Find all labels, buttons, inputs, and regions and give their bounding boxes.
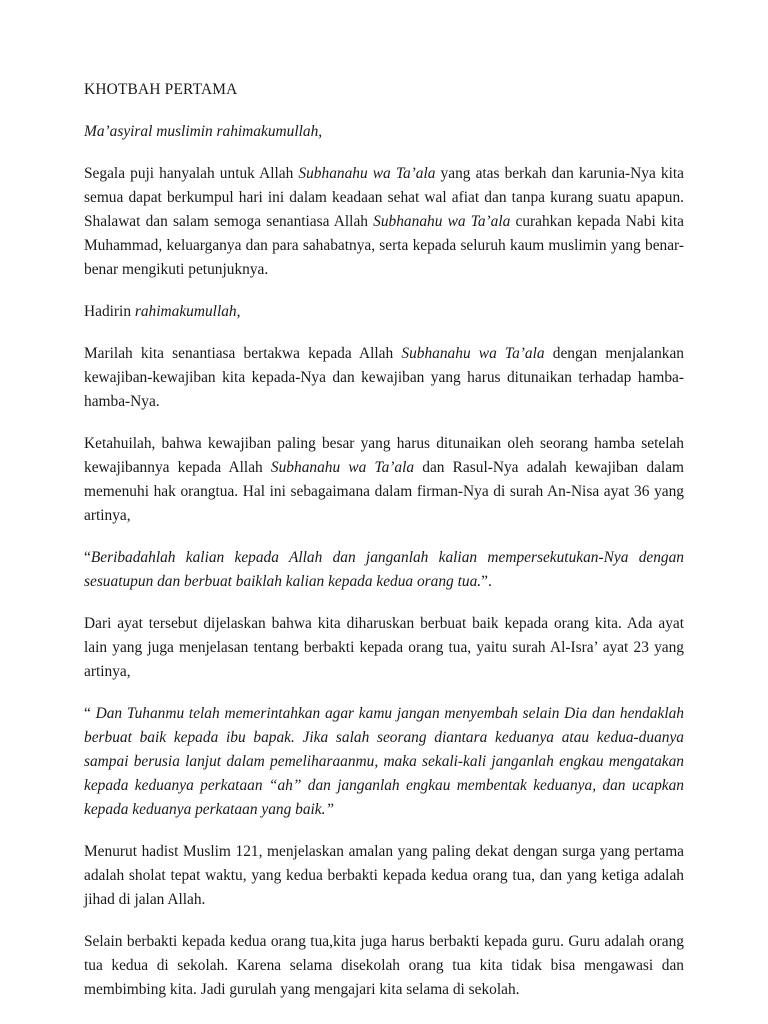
quote-an-nisa-close: ”. [481,573,492,590]
paragraph-hadirin-part-b: rahimakumullah, [134,303,241,320]
quote-an-nisa-text: Beribadahlah kalian kepada Allah dan janganlah kalian mempersekutukan-Nya dengan sesuatupun dan berbuat baiklah kalian kepada kedua orang tua. [84,549,684,590]
document-title: KHOTBAH PERTAMA [84,81,238,98]
paragraph-hadirin [84,300,684,324]
paragraph-guru: Selain berbakti kepada kedua orang tua,kita juga harus berbakti kepada guru. Guru adalah orang tua kedua di sekolah. Karena selama disekolah orang tua kita tidak bisa mengawasi dan membimbing kita. Jadi gurulah yang mengajari kita selama di sekolah. [84,933,684,998]
paragraph-kewajiban-part-a: Ketahuilah, bahwa kewajiban paling besar yang harus ditunaikan oleh seorang hamba setelah kewajibannya kepada Allah [84,435,684,476]
paragraph-opening-part-b: Subhanahu wa Ta’ala [298,165,436,182]
quote-al-isra [84,702,684,822]
paragraph-kewajiban-part-b: Subhanahu wa Ta’ala [270,459,415,476]
paragraph-takwa [84,342,684,414]
paragraph-kewajiban [84,432,684,528]
salutation [84,120,684,144]
paragraph-kewajiban-part-c: dan Rasul-Nya adalah kewajiban dalam memenuhi hak orangtua. Hal ini sebagaimana dalam firman-Nya di surah An-Nisa ayat 36 yang artinya, [84,459,685,524]
paragraph-opening-part-e: curahkan kepada Nabi kita Muhammad, keluarganya dan para sahabatnya, serta kepada seluruh kaum muslimin yang benar-benar mengikuti petunjuknya. [84,213,684,278]
paragraph-hadist: Menurut hadist Muslim 121, menjelaskan amalan yang paling dekat dengan surga yang pertama adalah sholat tepat waktu, yang kedua berbakti kepada kedua orang tua, dan yang ketiga adalah jihad di jalan Allah. [84,843,684,908]
paragraph-opening [84,162,684,282]
document-page [84,78,684,1020]
quote-an-nisa-open: “ [84,549,91,566]
quote-al-isra-text: Dan Tuhanmu telah memerintahkan agar kamu jangan menyembah selain Dia dan hendaklah berbuat baik kepada ibu bapak. Jika salah seorang diantara keduanya atau kedua-duanya sampai berusia lanjut dalam pemeliharaanmu, maka sekali-kali janganlah engkau mengatakan kepada keduanya perkataan “ah” dan janganlah engkau membentak keduanya, dan ucapkan kepada keduanya perkataan yang baik.” [84,705,684,818]
paragraph-hadirin-part-a: Hadirin [84,303,135,320]
salutation-text: Ma’asyiral muslimin rahimakumullah, [84,123,323,140]
paragraph-opening-part-c: yang atas berkah dan karunia-Nya kita semua dapat berkumpul hari ini dalam keadaan sehat wal afiat dan tanpa kurang suatu apapun. Shalawat dan salam semoga senantiasa Allah [84,165,684,230]
quote-al-isra-open: “ [84,705,91,722]
paragraph-takwa-part-c: dengan menjalankan kewajiban-kewajiban kita kepada-Nya dan kewajiban yang harus ditunaikan terhadap hamba-hamba-Nya. [84,345,684,410]
paragraph-takwa-part-b: Subhanahu wa Ta’ala [401,345,545,362]
paragraph-takwa-part-a: Marilah kita senantiasa bertakwa kepada Allah [84,345,402,362]
paragraph-opening-part-a: Segala puji hanyalah untuk Allah [84,165,299,182]
quote-an-nisa [84,546,684,594]
paragraph-opening-part-d: Subhanahu wa Ta’ala [373,213,511,230]
paragraph-al-isra: Dari ayat tersebut dijelaskan bahwa kita diharuskan berbuat baik kepada orang kita. Ada ayat lain yang juga menjelasan tentang berbakti kepada orang tua, yaitu surah Al-Isra’ ayat 23 yang artinya, [84,615,684,680]
